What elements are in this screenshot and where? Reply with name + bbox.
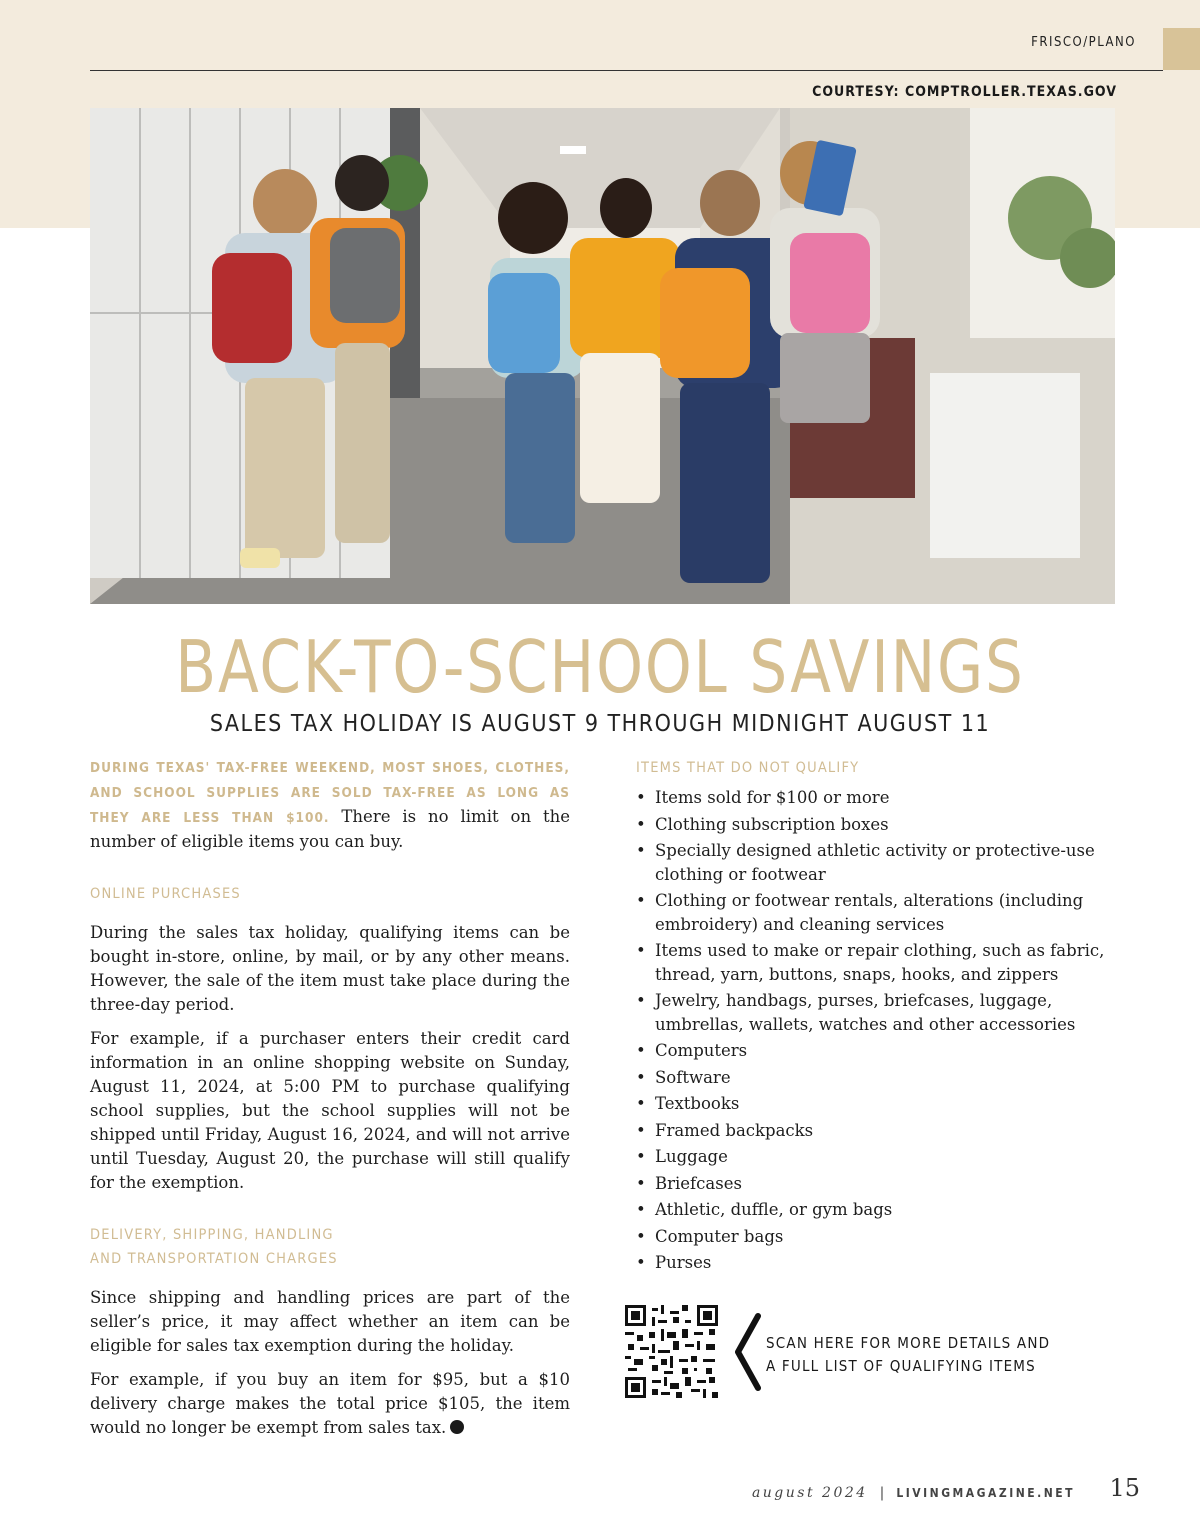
intro-lead: DURING TEXAS' TAX-FREE WEEKEND, MOST SHOES, CLOTHES, AND SCHOOL SUPPLIES ARE SOLD TAX-FREE AS LONG AS THEY ARE LESS THAN $100. [90,760,570,826]
online-paragraph-1: During the sales tax holiday, qualifying items can be bought in-store, online, by mail, or by any other means. However, the sale of the item must take place during the three-day period. [90,923,570,1014]
list-item: • Computers [636,1039,1116,1063]
not-qualify-heading: ITEMS THAT DO NOT QUALIFY [636,760,860,776]
chevron-left-icon [730,1312,764,1392]
right-column [636,756,1116,1278]
end-mark-icon [450,1420,464,1434]
website-link[interactable]: LIVINGMAGAZINE.NET [896,1486,1075,1500]
delivery-paragraph-2-text: For example, if you buy an item for $95, but a $10 delivery charge makes the total price $105, the item would no longer be exempt from sales tax. [90,1370,570,1437]
delivery-paragraph-1: Since shipping and handling prices are part of the seller’s price, it may affect whether an item can be eligible for sales tax exemption during the holiday. [90,1288,570,1355]
school-hallway-photo [90,108,1115,604]
section-tab [1163,28,1200,70]
list-item: • Textbooks [636,1092,1116,1116]
not-qualify-list [636,786,1116,1275]
footer-separator: | [879,1485,885,1501]
section-label: FRISCO/PLANO [1031,35,1136,50]
online-heading: ONLINE PURCHASES [90,886,241,902]
intro-body: There is no limit on the number of eligible items you can buy. [90,807,571,851]
hero-photo [90,108,1115,604]
list-item: • Jewelry, handbags, purses, briefcases, luggage, umbrellas, wallets, watches and other accessories [636,989,1116,1036]
page-footer [700,1485,1075,1501]
list-item: • Computer bags [636,1225,1116,1249]
header-rule [90,70,1163,71]
qr-code-graphic [625,1305,718,1398]
scan-callout [766,1332,1066,1378]
left-column [90,755,570,1440]
photo-credit: COURTESY: COMPTROLLER.TEXAS.GOV [812,84,1117,100]
page-number: 15 [1109,1474,1140,1502]
issue-date: august 2024 [751,1485,868,1501]
list-item: • Specially designed athletic activity or protective-use clothing or footwear [636,839,1116,886]
scan-callout-line-2: A FULL LIST OF QUALIFYING ITEMS [766,1357,1036,1375]
list-item: • Athletic, duffle, or gym bags [636,1198,1116,1222]
delivery-heading-line-1: DELIVERY, SHIPPING, HANDLING [90,1227,334,1243]
list-item: • Framed backpacks [636,1119,1116,1143]
delivery-paragraph-2 [90,1368,570,1440]
scan-callout-line-1: SCAN HERE FOR MORE DETAILS AND [766,1334,1051,1352]
list-item: • Purses [636,1251,1116,1275]
article-title: BACK-TO-SCHOOL SAVINGS [175,625,1025,709]
delivery-heading [90,1223,570,1271]
list-item: • Clothing or footwear rentals, alterations (including embroidery) and cleaning services [636,889,1116,936]
article-subtitle: SALES TAX HOLIDAY IS AUGUST 9 THROUGH MIDNIGHT AUGUST 11 [209,711,991,737]
online-paragraph-2: For example, if a purchaser enters their credit card information in an online shopping website on Sunday, August 11, 2024, at 5:00 PM to purchase qualifying school supplies, but the school supplies will not be shipped until Friday, August 16, 2024, and will not arrive until Tuesday, August 20, the purchase will still qualify for the exemption. [90,1029,570,1192]
qr-code-icon[interactable] [625,1305,718,1398]
delivery-heading-line-2: AND TRANSPORTATION CHARGES [90,1251,338,1267]
intro-paragraph [90,755,570,854]
list-item: • Items sold for $100 or more [636,786,1116,810]
list-item: • Items used to make or repair clothing, such as fabric, thread, yarn, buttons, snaps, hooks, and zippers [636,939,1116,986]
list-item: • Clothing subscription boxes [636,813,1116,837]
list-item: • Briefcases [636,1172,1116,1196]
list-item: • Luggage [636,1145,1116,1169]
list-item: • Software [636,1066,1116,1090]
